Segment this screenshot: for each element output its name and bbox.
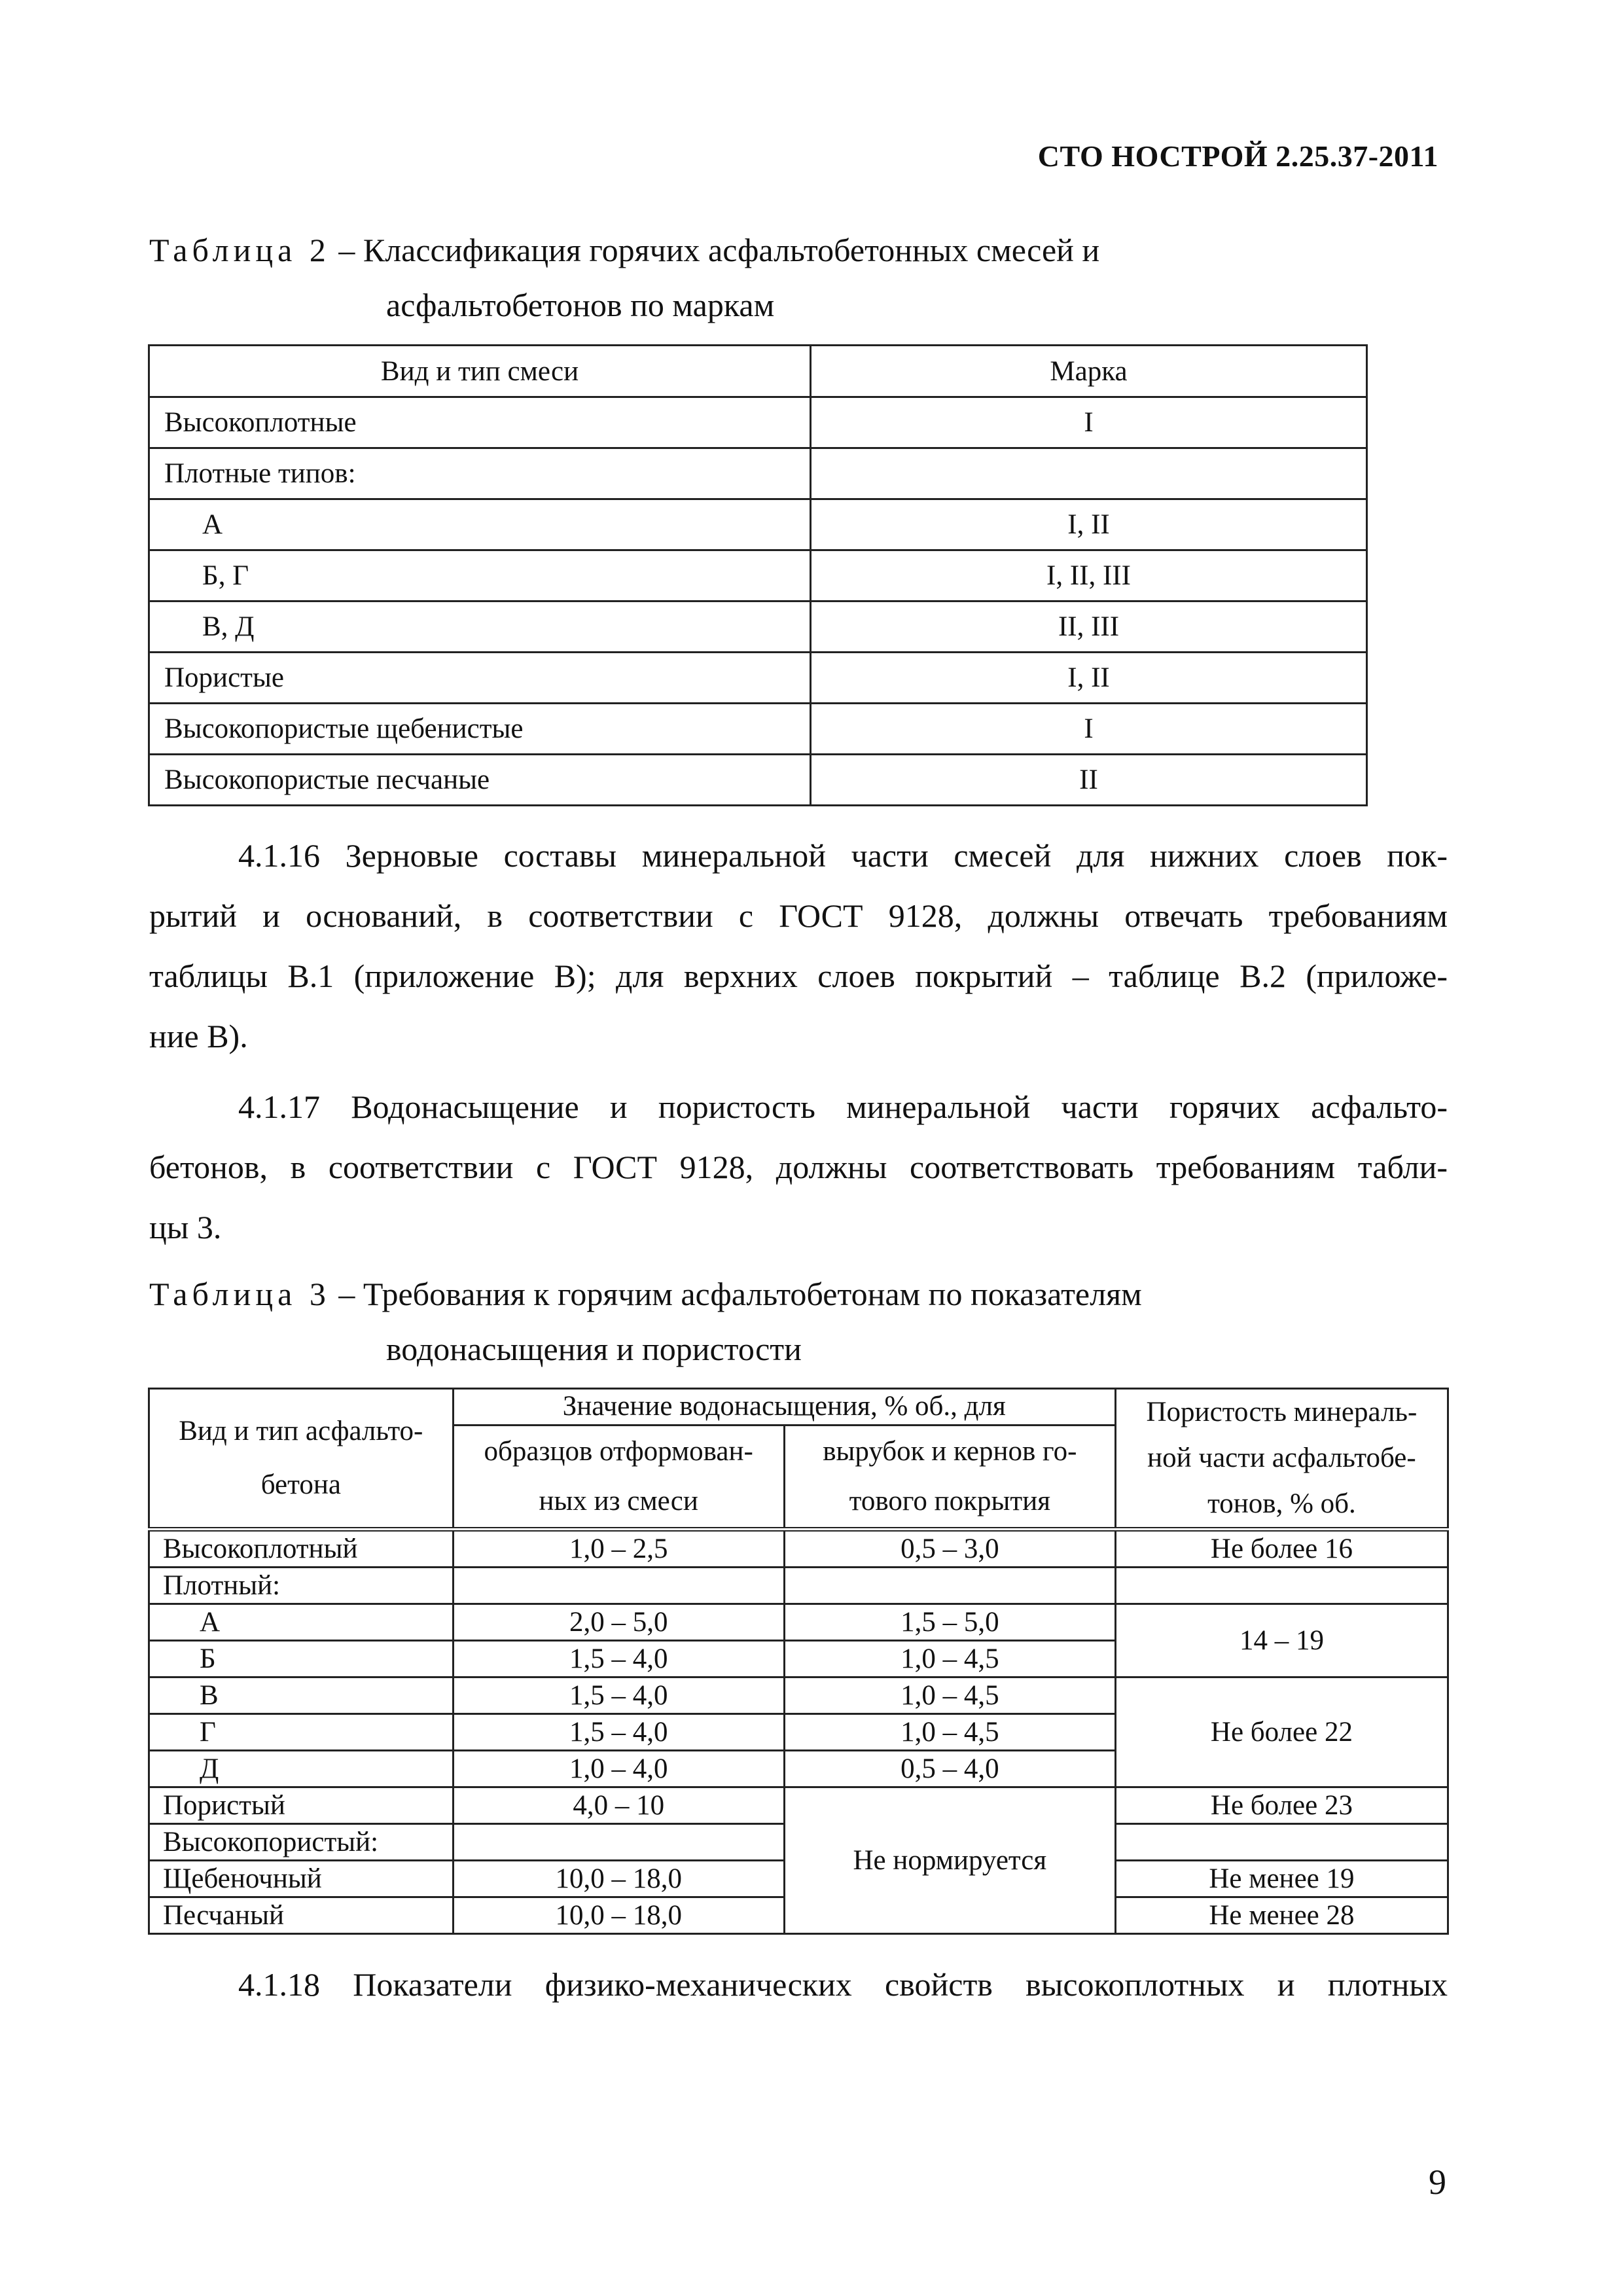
- table2-cell-type: Высокопористые песчаные: [149, 755, 811, 806]
- table3-cell-samples: 1,5 – 4,0: [453, 1714, 784, 1751]
- table3-cell-cores: 1,5 – 5,0: [784, 1604, 1115, 1641]
- table-row: [149, 448, 1367, 499]
- table2-col-grade: Марка: [811, 346, 1367, 397]
- paragraph-line: таблицы В.1 (приложение В); для верхних слоев покрытий – таблице В.2 (приложе-: [149, 958, 1448, 994]
- table3-cell-porosity: Не более 16: [1115, 1530, 1448, 1568]
- table3-col-water: Значение водонасыщения, % об., для: [453, 1389, 1115, 1426]
- table3: [148, 1388, 1449, 1935]
- table3-cell-type: Песчаный: [149, 1897, 454, 1934]
- table3-cell-samples: [453, 1568, 784, 1604]
- table-row: [149, 397, 1367, 448]
- table2-cell-grade: I: [811, 397, 1367, 448]
- header-line: образцов отформован-: [484, 1435, 753, 1467]
- table3-cell-porosity: Не более 22: [1115, 1677, 1448, 1787]
- table3-col-porosity: [1115, 1389, 1448, 1530]
- table3-cell-samples: 1,5 – 4,0: [453, 1641, 784, 1677]
- table3-cell-cores: [784, 1568, 1115, 1604]
- table3-col-cores: [784, 1425, 1115, 1529]
- table3-cell-type: Щебеночный: [149, 1861, 454, 1897]
- table3-cell-porosity: [1115, 1824, 1448, 1861]
- table3-cell-cores: 1,0 – 4,5: [784, 1641, 1115, 1677]
- table2: [148, 344, 1368, 806]
- table2-cell-type: Высокоплотные: [149, 397, 811, 448]
- table3-cell-samples: 1,0 – 4,0: [453, 1751, 784, 1787]
- table3-cell-cores: Не нормируется: [784, 1787, 1115, 1934]
- table2-col-type: Вид и тип смеси: [149, 346, 811, 397]
- table2-cell-grade: I, II: [811, 499, 1367, 550]
- table3-cell-cores: 0,5 – 3,0: [784, 1530, 1115, 1568]
- paragraph-4-1-18: [149, 1954, 1448, 2015]
- page-number: 9: [1429, 2162, 1446, 2202]
- header-line: тового покрытия: [849, 1485, 1051, 1516]
- table3-cell-samples: [453, 1824, 784, 1861]
- table2-cell-grade: I, II, III: [811, 550, 1367, 601]
- table3-cell-samples: 4,0 – 10: [453, 1787, 784, 1824]
- table-row: [149, 499, 1367, 550]
- paragraph-line: цы 3.: [149, 1209, 222, 1246]
- table2-cell-type: Пористые: [149, 653, 811, 704]
- table3-cell-type: Б: [149, 1641, 454, 1677]
- table3-title-line1: – Требования к горячим асфальтобетонам по показателям: [338, 1276, 1142, 1312]
- table2-cell-type: В, Д: [149, 601, 811, 653]
- table3-cell-samples: 1,0 – 2,5: [453, 1530, 784, 1568]
- paragraph-line: рытий и оснований, в соответствии с ГОСТ 9128, должны отвечать требованиям: [149, 897, 1448, 934]
- table3-cell-samples: 10,0 – 18,0: [453, 1897, 784, 1934]
- table-row: [149, 1677, 1448, 1714]
- table2-cell-type: А: [149, 499, 811, 550]
- table3-cell-samples: 1,5 – 4,0: [453, 1677, 784, 1714]
- table3-cell-porosity: 14 – 19: [1115, 1604, 1448, 1677]
- table3-cell-type: В: [149, 1677, 454, 1714]
- paragraph-4-1-17: [149, 1077, 1448, 1257]
- table-row: [149, 601, 1367, 653]
- table3-header-row: [149, 1389, 1448, 1426]
- table-row: [149, 755, 1367, 806]
- header-line: тонов, % об.: [1207, 1488, 1356, 1519]
- paragraph-line: 4.1.18 Показатели физико-механических свойств высокоплотных и плотных: [238, 1966, 1448, 2003]
- table2-cell-type: Высокопористые щебенистые: [149, 704, 811, 755]
- table-row: [149, 550, 1367, 601]
- table2-label: Таблица 2: [149, 232, 330, 268]
- table3-cell-type: Плотный:: [149, 1568, 454, 1604]
- paragraph-line: 4.1.17 Водонасыщение и пористость минеральной части горячих асфальто-: [238, 1088, 1448, 1125]
- table3-cell-type: Д: [149, 1751, 454, 1787]
- table2-cell-type: Плотные типов:: [149, 448, 811, 499]
- paragraph-line: 4.1.16 Зерновые составы минеральной части смесей для нижних слоев пок-: [238, 837, 1448, 874]
- table3-title-line2: водонасыщения и пористости: [386, 1331, 802, 1367]
- table2-cell-grade: I: [811, 704, 1367, 755]
- table2-cell-grade: II, III: [811, 601, 1367, 653]
- header-line: ных из смеси: [539, 1485, 698, 1516]
- table2-cell-type: Б, Г: [149, 550, 811, 601]
- table3-cell-cores: 1,0 – 4,5: [784, 1714, 1115, 1751]
- table3-cell-samples: 10,0 – 18,0: [453, 1861, 784, 1897]
- table3-col-type: [149, 1389, 454, 1530]
- table-row: [149, 1568, 1448, 1604]
- table2-header-row: [149, 346, 1367, 397]
- header-line: Пористость минераль-: [1146, 1397, 1418, 1427]
- table-row: [149, 653, 1367, 704]
- table3-cell-cores: 0,5 – 4,0: [784, 1751, 1115, 1787]
- table3-cell-samples: 2,0 – 5,0: [453, 1604, 784, 1641]
- table3-cell-type: Пористый: [149, 1787, 454, 1824]
- table3-cell-type: Г: [149, 1714, 454, 1751]
- table3-cell-porosity: Не менее 28: [1115, 1897, 1448, 1934]
- table2-caption: [149, 223, 1099, 332]
- table3-cell-porosity: [1115, 1568, 1448, 1604]
- table-row: [149, 1530, 1448, 1568]
- table-row: [149, 704, 1367, 755]
- table2-title-line1: – Классификация горячих асфальтобетонных смесей и: [338, 232, 1100, 268]
- paragraph-line: бетонов, в соответствии с ГОСТ 9128, должны соответствовать требованиям табли-: [149, 1149, 1448, 1185]
- table2-title-line2: асфальтобетонов по маркам: [386, 287, 775, 323]
- table3-cell-type: А: [149, 1604, 454, 1641]
- table3-cell-porosity: Не более 23: [1115, 1787, 1448, 1824]
- table3-label: Таблица 3: [149, 1276, 330, 1312]
- header-line: бетона: [260, 1469, 341, 1500]
- document-code-header: СТО НОСТРОЙ 2.25.37-2011: [1037, 139, 1438, 173]
- header-line: Вид и тип асфальто-: [179, 1416, 423, 1446]
- table3-cell-porosity: Не менее 19: [1115, 1861, 1448, 1897]
- header-line: вырубок и кернов го-: [823, 1435, 1077, 1467]
- table2-cell-grade: [811, 448, 1367, 499]
- header-line: ной части асфальтобе-: [1147, 1443, 1416, 1473]
- table-row: [149, 1604, 1448, 1641]
- table3-caption: [149, 1266, 1142, 1376]
- table3-col-samples: [453, 1425, 784, 1529]
- paragraph-line: ние В).: [149, 1018, 248, 1054]
- table3-cell-type: Высокопористый:: [149, 1824, 454, 1861]
- table-row: [149, 1787, 1448, 1824]
- paragraph-4-1-16: [149, 825, 1448, 1066]
- table2-cell-grade: II: [811, 755, 1367, 806]
- table3-cell-type: Высокоплотный: [149, 1530, 454, 1568]
- table2-cell-grade: I, II: [811, 653, 1367, 704]
- table3-cell-cores: 1,0 – 4,5: [784, 1677, 1115, 1714]
